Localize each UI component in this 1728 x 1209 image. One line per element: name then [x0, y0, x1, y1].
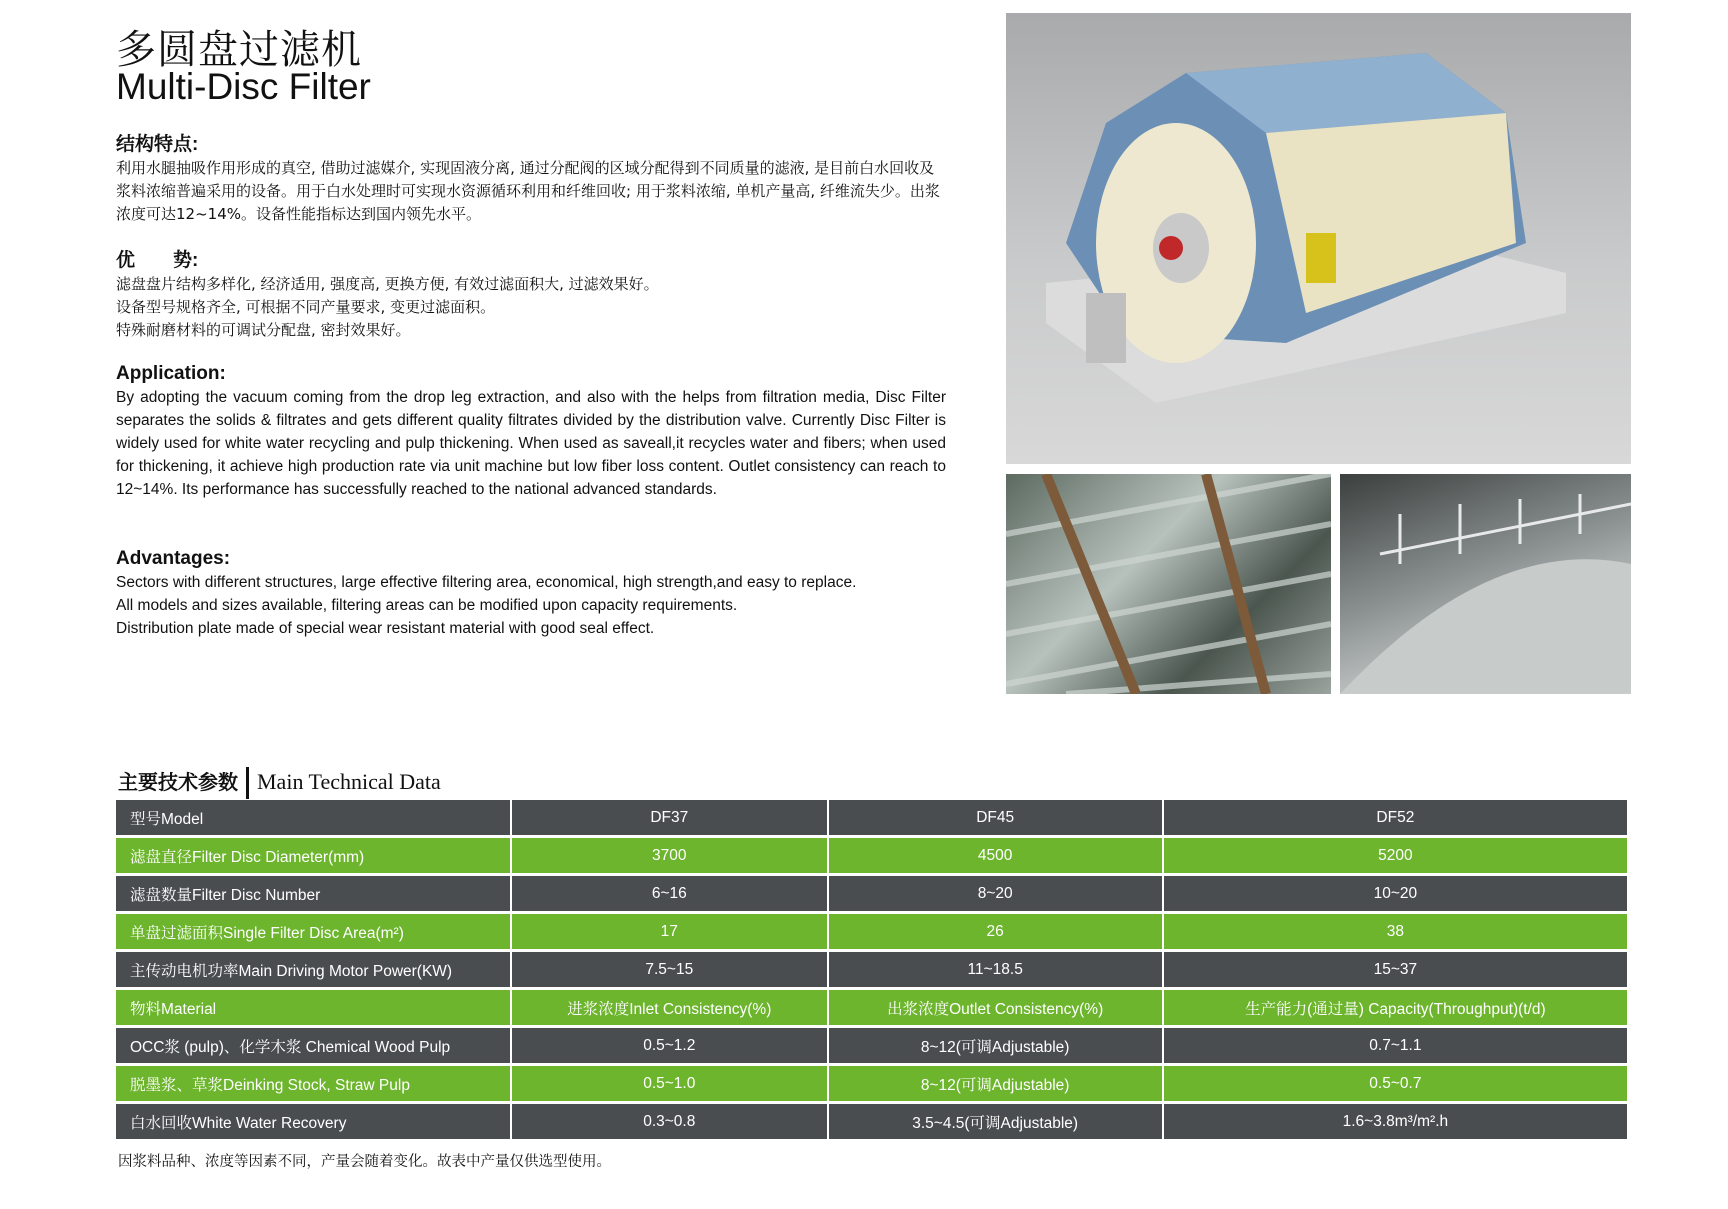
- application-text: By adopting the vacuum coming from the drop leg extraction, and also with the helps from filtration media, Disc Filter separates the solids & filtrates and gets different quality filtrates divided by the distribution valve. Currently Disc Filter is widely used for white water recycling and pulp thickening. When used as saveall,it recycles water and fibers; when used for thickening, it achieve high production rate via unit machine but low fiber loss content. Outlet consistency can reach to 12~14%. Its performance has successfully reached to the national advanced standards.: [116, 389, 946, 498]
- table-row: [116, 914, 1627, 949]
- row-label-cell: 单盘过滤面积Single Filter Disc Area(m²): [116, 914, 510, 949]
- application-section: [116, 362, 946, 501]
- page-title-cn: 多圆盘过滤机: [116, 27, 362, 73]
- value-cell: 26: [829, 914, 1162, 949]
- value-cell: 5200: [1164, 838, 1627, 873]
- filter-installation-photo: [1340, 474, 1631, 694]
- table-title-cn: 主要技术参数: [118, 770, 238, 794]
- value-cell: 进浆浓度Inlet Consistency(%): [512, 990, 827, 1025]
- structure-heading: 结构特点:: [116, 134, 199, 155]
- table-row: [116, 990, 1627, 1025]
- table-title: [118, 766, 441, 799]
- application-heading: Application:: [116, 363, 226, 384]
- table-row: [116, 1028, 1627, 1063]
- advantage-en-line: Distribution plate made of special wear resistant material with good seal effect.: [116, 620, 655, 637]
- disc-filter-render-image: [1006, 13, 1631, 464]
- table-row: [116, 800, 1627, 835]
- row-label-cell: 主传动电机功率Main Driving Motor Power(KW): [116, 952, 510, 987]
- table-row: [116, 838, 1627, 873]
- disc-sectors-photo: [1006, 474, 1331, 694]
- advantage-cn-line: 特殊耐磨材料的可调试分配盘, 密封效果好。: [116, 321, 411, 339]
- value-cell: 17: [512, 914, 827, 949]
- row-label-cell: 白水回收White Water Recovery: [116, 1104, 510, 1139]
- advantage-cn-line: 滤盘盘片结构多样化, 经济适用, 强度高, 更换方便, 有效过滤面积大, 过滤效果好。: [116, 275, 659, 293]
- row-label-cell: OCC浆 (pulp)、化学木浆 Chemical Wood Pulp: [116, 1028, 510, 1063]
- row-label-cell: 滤盘直径Filter Disc Diameter(mm): [116, 838, 510, 873]
- value-cell: 0.5~0.7: [1164, 1066, 1627, 1101]
- advantage-en-line: Sectors with different structures, large effective filtering area, economical, high strength,and easy to replace.: [116, 574, 857, 591]
- value-cell: 1.6~3.8m³/m².h: [1164, 1104, 1627, 1139]
- table-title-en: Main Technical Data: [257, 769, 441, 794]
- value-cell: 3.5~4.5(可调Adjustable): [829, 1104, 1162, 1139]
- advantages-en-section: [116, 547, 946, 640]
- technical-data-table: [114, 797, 1629, 1142]
- value-cell: DF52: [1164, 800, 1627, 835]
- table-row: [116, 1066, 1627, 1101]
- row-label-cell: 型号Model: [116, 800, 510, 835]
- structure-section: [116, 133, 946, 226]
- value-cell: 8~12(可调Adjustable): [829, 1066, 1162, 1101]
- value-cell: 8~12(可调Adjustable): [829, 1028, 1162, 1063]
- value-cell: 7.5~15: [512, 952, 827, 987]
- row-label-cell: 脱墨浆、草浆Deinking Stock, Straw Pulp: [116, 1066, 510, 1101]
- value-cell: 8~20: [829, 876, 1162, 911]
- table-row: [116, 1104, 1627, 1139]
- value-cell: 38: [1164, 914, 1627, 949]
- value-cell: 3700: [512, 838, 827, 873]
- value-cell: DF37: [512, 800, 827, 835]
- value-cell: 15~37: [1164, 952, 1627, 987]
- value-cell: 0.3~0.8: [512, 1104, 827, 1139]
- table-footnote: 因浆料品种、浓度等因素不同，产量会随着变化。故表中产量仅供选型使用。: [118, 1154, 611, 1170]
- advantage-en-line: All models and sizes available, filtering areas can be modified upon capacity requirements.: [116, 597, 738, 614]
- value-cell: 生产能力(通过量) Capacity(Throughput)(t/d): [1164, 990, 1627, 1025]
- value-cell: 10~20: [1164, 876, 1627, 911]
- table-row: [116, 952, 1627, 987]
- row-label-cell: 滤盘数量Filter Disc Number: [116, 876, 510, 911]
- value-cell: 0.5~1.2: [512, 1028, 827, 1063]
- advantages-cn-heading: 优 势:: [116, 250, 199, 271]
- title-divider: [246, 767, 249, 799]
- structure-text: 利用水腿抽吸作用形成的真空, 借助过滤媒介, 实现固液分离, 通过分配阀的区域分配得到不同质量的滤液, 是目前白水回收及浆料浓缩普遍采用的设备。用于白水处理时可实现水资源循环利用和纤维回收; 用于浆料浓缩, 单机产量高, 纤维流失少。出浆浓度可达12~14%。设备性能指标达到国内领先水平。: [116, 159, 940, 223]
- row-label-cell: 物料Material: [116, 990, 510, 1025]
- table-row: [116, 876, 1627, 911]
- value-cell: 出浆浓度Outlet Consistency(%): [829, 990, 1162, 1025]
- page-title-en: Multi-Disc Filter: [116, 66, 371, 107]
- value-cell: 0.5~1.0: [512, 1066, 827, 1101]
- value-cell: DF45: [829, 800, 1162, 835]
- value-cell: 4500: [829, 838, 1162, 873]
- value-cell: 11~18.5: [829, 952, 1162, 987]
- value-cell: 6~16: [512, 876, 827, 911]
- advantage-cn-line: 设备型号规格齐全, 可根据不同产量要求, 变更过滤面积。: [116, 298, 496, 316]
- advantages-en-heading: Advantages:: [116, 548, 231, 569]
- value-cell: 0.7~1.1: [1164, 1028, 1627, 1063]
- advantages-cn-section: [116, 249, 946, 342]
